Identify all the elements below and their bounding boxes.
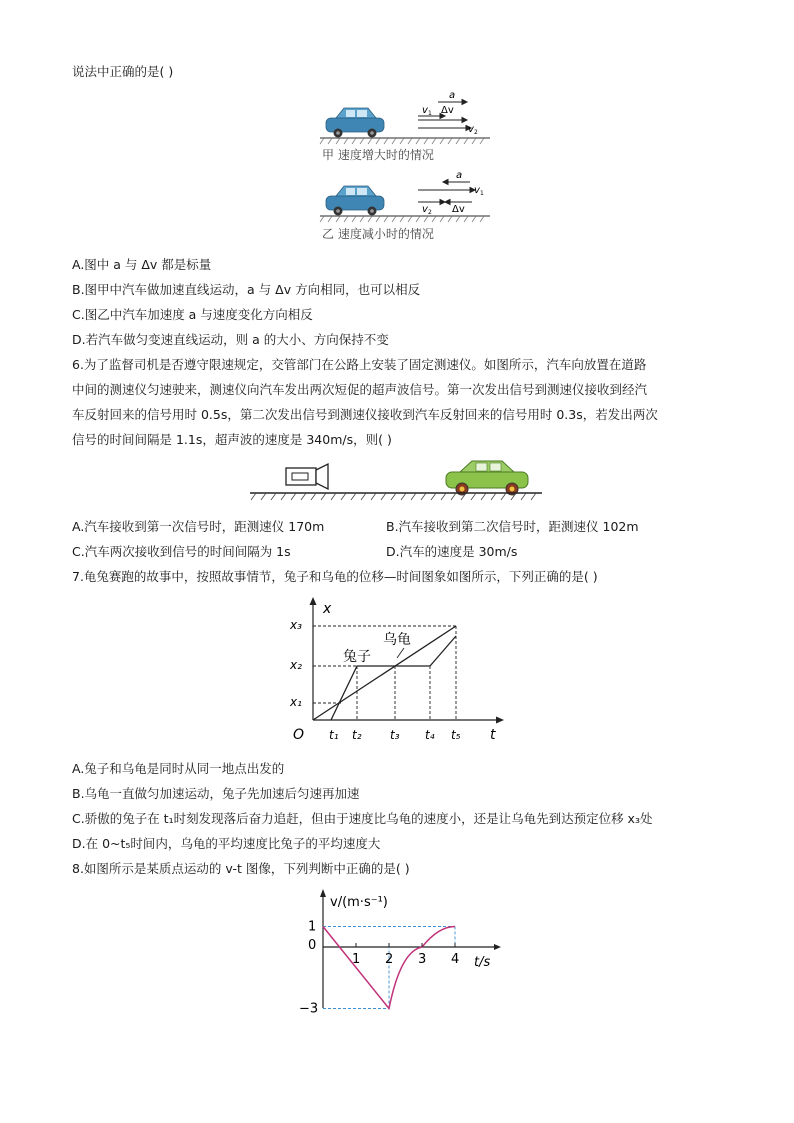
label-dv-top: Δv: [441, 105, 454, 116]
chart-xlabel: t/s: [474, 955, 491, 970]
label-v1-sub-bottom: 1: [480, 190, 484, 197]
caption-speeding-up: 甲 速度增大时的情况: [322, 148, 434, 162]
label-a-bottom: a: [456, 170, 463, 181]
q7-stem: 7.龟兔赛跑的故事中，按照故事情节，兔子和乌龟的位移—时间图象如图所示，下列正确的是( ): [72, 569, 598, 584]
car-speeding-up: [326, 108, 384, 138]
tick-t2: t₂: [352, 728, 362, 742]
q5-option-c: C.图乙中汽车加速度 a 与速度变化方向相反: [72, 307, 313, 322]
speed-detector-icon: [286, 464, 328, 489]
label-v2-sub-bottom: 2: [428, 209, 432, 216]
caption-slowing-down: 乙 速度减小时的情况: [322, 227, 434, 241]
label-v1-top: v: [422, 105, 428, 116]
tick-x3: x₃: [290, 618, 302, 632]
label-v1-bottom: v: [474, 185, 480, 196]
q6-option-a: A.汽车接收到第一次信号时，距测速仪 170m: [72, 519, 325, 534]
q6-stem-line-2: 中间的测速仪匀速驶来，测速仪向汽车发出两次短促的超声波信号。第一次发出信号到测速仪接收到经汽: [72, 382, 648, 397]
q6-stem-line-3: 车反射回来的信号用时 0.5s，第二次发出信号到测速仪接收到汽车反射回来的信号用时 0.3s，若发出两次: [72, 407, 658, 422]
x-tick-label-3: 3: [418, 952, 427, 967]
y-tick-label-1: 0: [308, 938, 317, 953]
q8-stem: 8.如图所示是某质点运动的 v-t 图像，下列判断中正确的是( ): [72, 861, 410, 876]
tick-t4: t₄: [425, 728, 435, 742]
q5-option-a: A.图中 a 与 Δv 都是标量: [72, 257, 212, 272]
tick-t1: t₁: [329, 728, 339, 742]
rabbit-label: 兔子: [343, 649, 371, 665]
x-tick-label-1: 1: [352, 952, 361, 967]
chart-guides: [323, 927, 455, 1009]
q7-xt-graph: [286, 596, 506, 748]
green-car: [446, 461, 528, 495]
label-v2-bottom: v: [422, 204, 428, 215]
tick-t5: t₅: [451, 728, 461, 742]
origin-label: O: [293, 727, 305, 743]
tick-t3: t₃: [390, 728, 400, 742]
q8-vt-chart: [296, 884, 510, 1016]
q5-option-b: B.图甲中汽车做加速直线运动，a 与 Δv 方向相同，也可以相反: [72, 282, 421, 297]
q7-option-d: D.在 0~t₅时间内，乌龟的平均速度比兔子的平均速度大: [72, 836, 381, 851]
vector-arrows-slowing-down: [418, 180, 475, 205]
tick-x1: x₁: [290, 695, 302, 709]
y-axis-label: x: [323, 601, 332, 617]
q7-option-a: A.兔子和乌龟是同时从同一地点出发的: [72, 761, 285, 776]
label-v1-sub-top: 1: [428, 110, 432, 117]
q6-option-c: C.汽车两次接收到信号的时间间隔为 1s: [72, 544, 291, 559]
label-a-top: a: [449, 90, 456, 101]
q6-option-d: D.汽车的速度是 30m/s: [386, 544, 518, 559]
q5-option-d: D.若汽车做匀变速直线运动，则 a 的大小、方向保持不变: [72, 332, 389, 347]
chart-ylabel: v/(m·s⁻¹): [330, 895, 388, 910]
y-tick-label-2: −3: [299, 1001, 319, 1016]
label-dv-bottom: Δv: [452, 204, 465, 215]
q6-figure: [246, 456, 546, 506]
q5-figure: [318, 86, 498, 246]
car-slowing-down: [326, 186, 384, 216]
q7-option-c: C.骄傲的兔子在 t₁时刻发现落后奋力追赶，但由于速度比乌龟的速度小，还是让乌龟先到达预定位移 x₃处: [72, 811, 653, 826]
x-axis-label: t: [490, 727, 496, 743]
turtle-label: 乌龟: [383, 632, 411, 648]
q6-stem-line-4: 信号的时间间隔是 1.1s，超声波的速度是 340m/s，则( ): [72, 432, 392, 447]
q6-option-b: B.汽车接收到第二次信号时，距测速仪 102m: [386, 519, 639, 534]
label-v2-top: v: [468, 124, 474, 135]
y-ticks: [299, 920, 318, 1017]
q7-option-b: B.乌龟一直做匀加速运动，兔子先加速后匀速再加速: [72, 786, 360, 801]
y-tick-label-0: 1: [308, 919, 317, 935]
label-v2-sub-top: 2: [474, 129, 478, 136]
x-tick-label-2: 2: [385, 952, 394, 967]
turtle-label-pointer: [397, 648, 404, 658]
tick-x2: x₂: [290, 658, 302, 672]
q5-stem: 说法中正确的是( ): [72, 64, 174, 79]
x-tick-label-4: 4: [451, 952, 460, 967]
q6-stem-line-1: 6.为了监督司机是否遵守限速规定，交管部门在公路上安装了固定测速仪。如图所示，汽车向放置在道路: [72, 357, 647, 372]
